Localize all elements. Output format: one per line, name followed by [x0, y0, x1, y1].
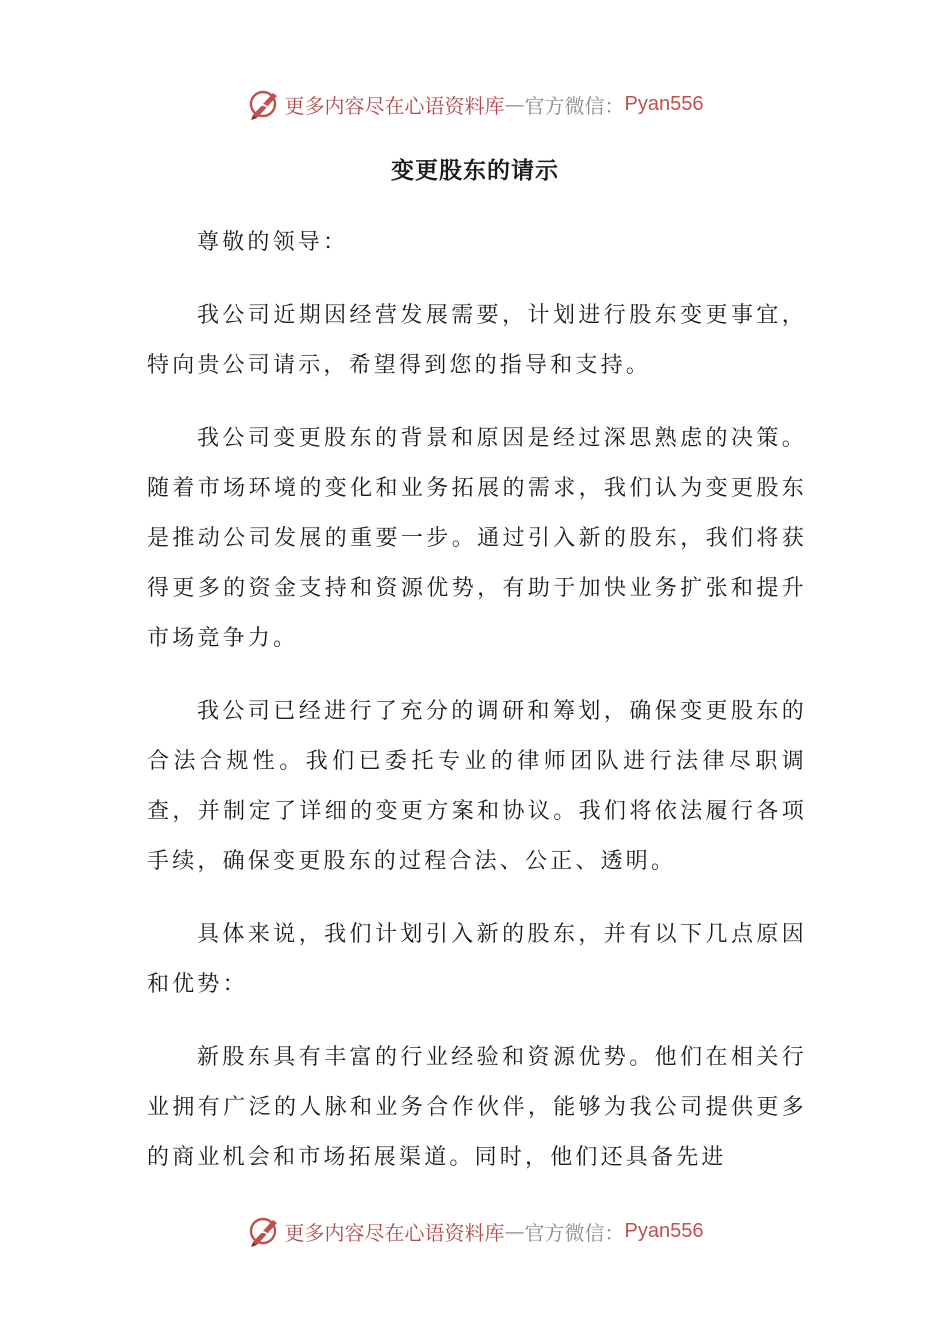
banner-suffix: 官方微信： — [524, 1220, 625, 1245]
paragraph: 我公司近期因经营发展需要，计划进行股东变更事宜，特向贵公司请示，希望得到您的指导和支持。 — [147, 303, 807, 378]
banner-text: 更多内容尽在心语资料库 — [284, 93, 505, 118]
banner-text: 更多内容尽在心语资料库 — [284, 1220, 505, 1245]
banner-dash: — — [504, 1219, 525, 1243]
banner-wechat-id: Pyan556 — [624, 92, 704, 115]
document-body — [147, 218, 807, 1206]
paragraph: 具体来说，我们计划引入新的股东，并有以下几点原因和优势： — [147, 922, 807, 997]
banner-suffix: 官方微信： — [524, 93, 625, 118]
paragraph: 我公司已经进行了充分的调研和筹划，确保变更股东的合法合规性。我们已委托专业的律师团队进行法律尽职调查，并制定了详细的变更方案和协议。我们将依法履行各项手续，确保变更股东的过程合法、公正、透明。 — [147, 699, 807, 874]
banner-dash: — — [504, 92, 525, 116]
footer-banner — [0, 1211, 950, 1251]
header-banner — [0, 84, 950, 124]
paragraph: 我公司变更股东的背景和原因是经过深思熟虑的决策。随着市场环境的变化和业务拓展的需求，我们认为变更股东是推动公司发展的重要一步。通过引入新的股东，我们将获得更多的资金支持和资源优势，有助于加快业务扩张和提升市场竞争力。 — [147, 426, 807, 651]
pen-logo-icon — [247, 87, 281, 121]
banner-wechat-id: Pyan556 — [624, 1219, 704, 1242]
pen-logo-icon — [247, 1214, 281, 1248]
paragraph: 新股东具有丰富的行业经验和资源优势。他们在相关行业拥有广泛的人脉和业务合作伙伴，能够为我公司提供更多的商业机会和市场拓展渠道。同时，他们还具备先进 — [147, 1045, 807, 1170]
salutation: 尊敬的领导： — [197, 230, 349, 255]
document-title: 变更股东的请示 — [391, 157, 559, 184]
